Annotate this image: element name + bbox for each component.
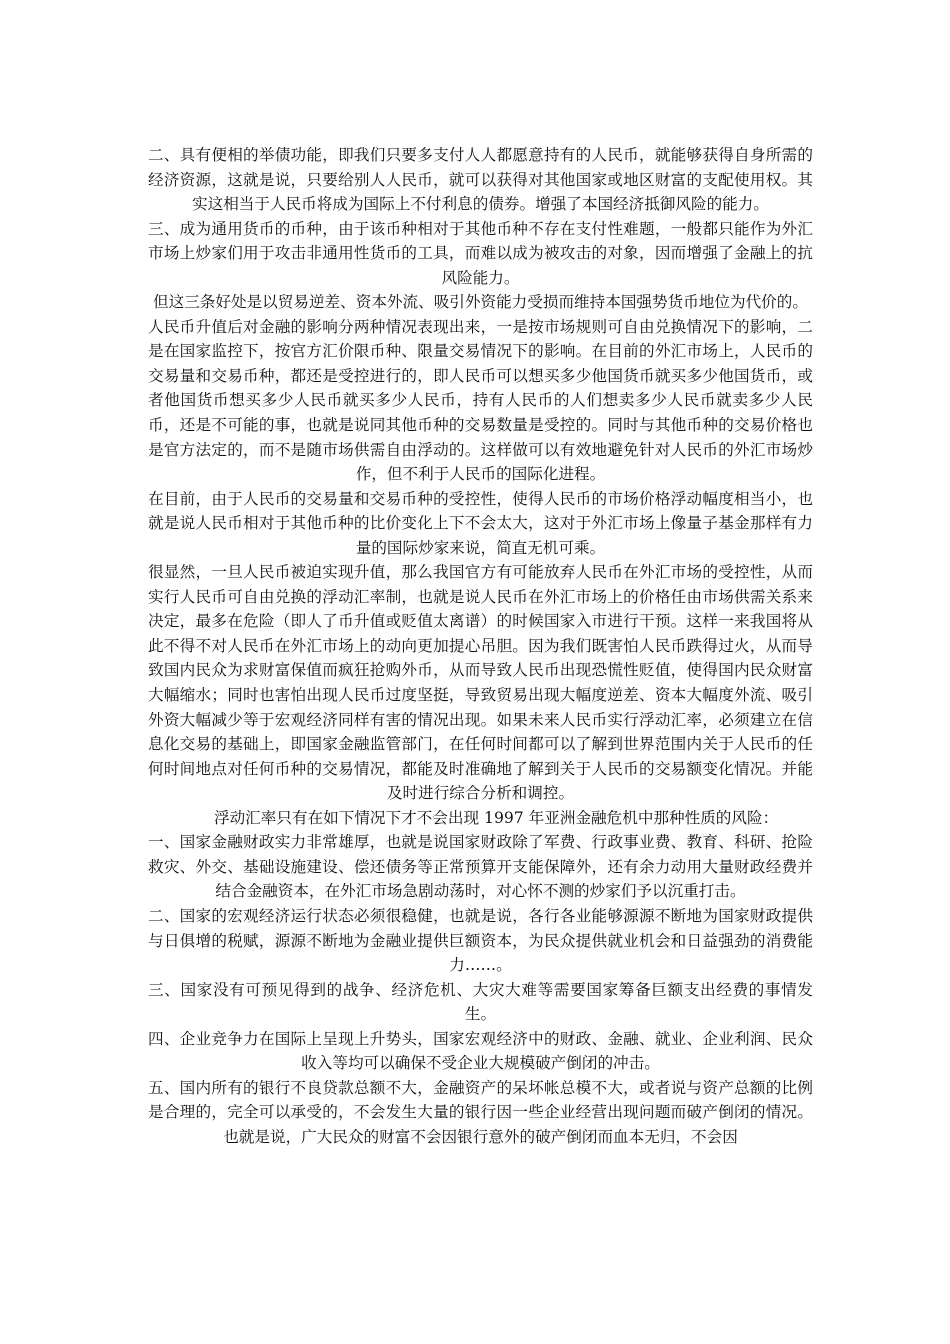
paragraph-condition-five: 五、国内所有的银行不良贷款总额不大，金融资产的呆坏帐总模不大，或者说与资产总额的比例是合理的，完全可以承受的，不会发生大量的银行因一些企业经营出现问题而破产倒闭的情况。也就是说，广大民众的财富不会因银行意外的破产倒闭而血本无归，不会因 bbox=[148, 1078, 813, 1146]
paragraph-current-control: 在目前，由于人民币的交易量和交易币种的受控性，使得人民币的市场价格浮动幅度相当小，也就是说人民币相对于其他币种的比价变化上下不会太大，这对于外汇市场上像量子基金那样有力量的国际炒家来说，简直无机可乘。 bbox=[148, 489, 813, 557]
paragraph-benefit-three: 三、成为通用货币的币种，由于该币种相对于其他币种不存在支付性难题，一般都只能作为外汇市场上炒家们用于攻击非通用性货币的工具，而难以成为被攻击的对象，因而增强了金融上的抗风险能力。 bbox=[148, 219, 813, 287]
paragraph-appreciation-impact: 人民币升值后对金融的影响分两种情况表现出来，一是按市场规则可自由兑换情况下的影响，二是在国家监控下，按官方汇价限币种、限量交易情况下的影响。在目前的外汇市场上，人民币的交易量和交易币种，都还是受控进行的，即人民币可以想买多少他国货币就买多少他国货币，或者他国货币想买多少人民币就买多少人民币，持有人民币的人们想卖多少人民币就卖多少人民币，还是不可能的事，也就是说同其他币种的交易数量是受控的。同时与其他币种的交易价格也是官方法定的，而不是随市场供需自由浮动的。这样做可以有效地避免针对人民币的外汇市场炒作，但不利于人民币的国际化进程。 bbox=[148, 317, 813, 484]
paragraph-condition-four: 四、企业竞争力在国际上呈现上升势头，国家宏观经济中的财政、金融、就业、企业利润、民众收入等均可以确保不受企业大规模破产倒闭的冲击。 bbox=[148, 1029, 813, 1073]
document-body bbox=[148, 143, 813, 1149]
paragraph-floating-rate-risk: 很显然，一旦人民币被迫实现升值，那么我国官方有可能放弃人民币在外汇市场的受控性，从而实行人民币可自由兑换的浮动汇率制，也就是说人民币在外汇市场上的价格任由市场供需关系来决定，最多在危险（即人了币升值或贬值太离谱）的时候国家入市进行干预。这样一来我国将从此不得不对人民币在外汇市场上的动向更加提心吊胆。因为我们既害怕人民币跌得过火，从而导致国内民众为求财富保值而疯狂抢购外币，从而导致人民币出现恐慌性贬值，使得国内民众财富大幅缩水；同时也害怕出现人民币过度坚挺，导致贸易出现大幅度逆差、资本大幅度外流、吸引外资大幅减少等于宏观经济同样有害的情况出现。如果未来人民币实行浮动汇率，必须建立在信息化交易的基础上，即国家金融监管部门，在任何时间都可以了解到世界范围内关于人民币的任何时间地点对任何币种的交易情况，都能及时准确地了解到关于人民币的交易额变化情况。并能及时进行综合分析和调控。 bbox=[148, 563, 813, 803]
paragraph-condition-two: 二、国家的宏观经济运行状态必须很稳健，也就是说，各行各业能够源源不断地为国家财政提供与日俱增的税赋，源源不断地为金融业提供巨额资本，为民众提供就业机会和日益强劲的消费能力……。 bbox=[148, 906, 813, 975]
paragraph-conditions-intro: 浮动汇率只有在如下情况下才不会出现 1997 年亚洲金融危机中那种性质的风险： bbox=[213, 808, 779, 827]
paragraph-benefits-cost: 但这三条好处是以贸易逆差、资本外流、吸引外资能力受损而维持本国强势货币地位为代价的。 bbox=[153, 293, 808, 312]
paragraph-benefit-two: 二、具有便相的举债功能，即我们只要多支付人人都愿意持有的人民币，就能够获得自身所需的经济资源，这就是说，只要给别人人民币，就可以获得对其他国家或地区财富的支配使用权。其实这相当于人民币将成为国际上不付利息的债券。增强了本国经济抵御风险的能力。 bbox=[148, 146, 813, 214]
paragraph-condition-three: 三、国家没有可预见得到的战争、经济危机、大灾大难等需要国家筹备巨额支出经费的事情发生。 bbox=[148, 980, 813, 1024]
paragraph-condition-one: 一、国家金融财政实力非常雄厚，也就是说国家财政除了军费、行政事业费、教育、科研、抢险救灾、外交、基础设施建设、偿还债务等正常预算开支能保障外，还有余力动用大量财政经费并结合金融资本，在外汇市场急剧动荡时，对心怀不测的炒家们予以沉重打击。 bbox=[148, 833, 813, 901]
